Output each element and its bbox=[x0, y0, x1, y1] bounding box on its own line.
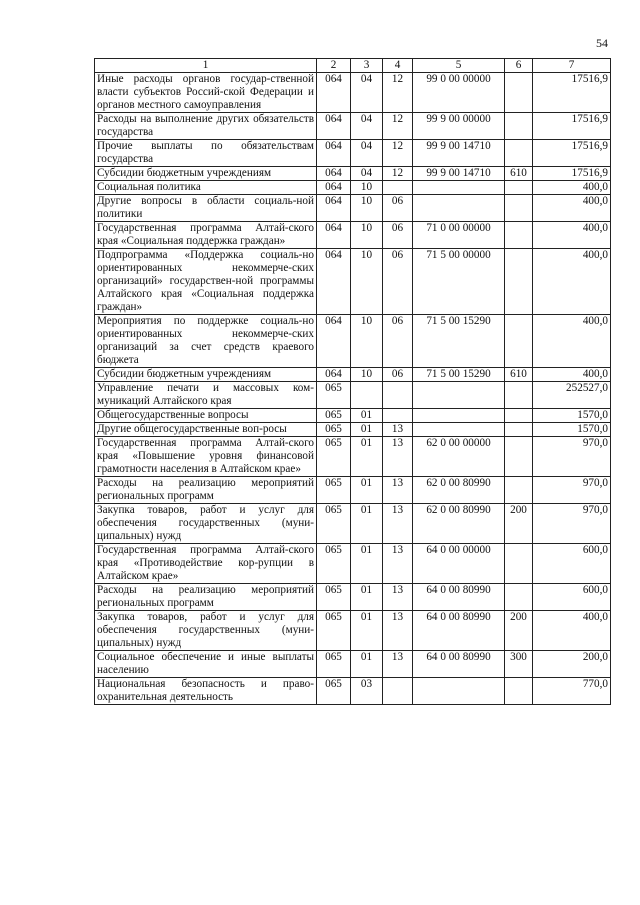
row-name-cell: Субсидии бюджетным учреждениям bbox=[95, 167, 317, 181]
row-target-article-cell: 62 0 00 00000 bbox=[413, 437, 505, 477]
row-target-article-cell: 64 0 00 80990 bbox=[413, 584, 505, 611]
row-section-cell: 10 bbox=[351, 181, 383, 195]
row-section-cell: 04 bbox=[351, 167, 383, 181]
row-expense-type-cell: 610 bbox=[505, 167, 533, 181]
row-amount-cell: 400,0 bbox=[533, 249, 611, 315]
row-subsection-cell bbox=[383, 409, 413, 423]
row-target-article-cell: 62 0 00 80990 bbox=[413, 477, 505, 504]
row-name-cell: Закупка товаров, работ и услуг для обеспечения государственных (муни-ципальных) нужд bbox=[95, 504, 317, 544]
row-amount-cell: 400,0 bbox=[533, 611, 611, 651]
row-target-article-cell: 64 0 00 80990 bbox=[413, 651, 505, 678]
row-expense-type-cell bbox=[505, 678, 533, 705]
table-row bbox=[95, 504, 611, 544]
row-target-article-cell: 99 9 00 14710 bbox=[413, 167, 505, 181]
row-subsection-cell: 13 bbox=[383, 477, 413, 504]
row-name-cell: Управление печати и массовых ком-муникаций Алтайского края bbox=[95, 382, 317, 409]
row-expense-type-cell bbox=[505, 477, 533, 504]
row-grbs-cell: 064 bbox=[317, 73, 351, 113]
table-row bbox=[95, 437, 611, 477]
row-section-cell: 01 bbox=[351, 584, 383, 611]
row-subsection-cell: 13 bbox=[383, 611, 413, 651]
row-target-article-cell: 64 0 00 80990 bbox=[413, 611, 505, 651]
row-target-article-cell: 71 5 00 15290 bbox=[413, 368, 505, 382]
row-grbs-cell: 065 bbox=[317, 504, 351, 544]
row-name-cell: Социальная политика bbox=[95, 181, 317, 195]
table-row bbox=[95, 73, 611, 113]
row-grbs-cell: 064 bbox=[317, 140, 351, 167]
row-amount-cell: 600,0 bbox=[533, 544, 611, 584]
row-amount-cell: 200,0 bbox=[533, 651, 611, 678]
row-section-cell: 01 bbox=[351, 504, 383, 544]
row-name-cell: Общегосударственные вопросы bbox=[95, 409, 317, 423]
row-subsection-cell: 12 bbox=[383, 73, 413, 113]
row-section-cell: 10 bbox=[351, 249, 383, 315]
row-grbs-cell: 065 bbox=[317, 409, 351, 423]
row-amount-cell: 600,0 bbox=[533, 584, 611, 611]
table-row bbox=[95, 181, 611, 195]
row-section-cell: 01 bbox=[351, 611, 383, 651]
row-grbs-cell: 065 bbox=[317, 584, 351, 611]
row-subsection-cell bbox=[383, 181, 413, 195]
row-subsection-cell: 06 bbox=[383, 222, 413, 249]
row-expense-type-cell bbox=[505, 113, 533, 140]
row-subsection-cell: 13 bbox=[383, 437, 413, 477]
row-grbs-cell: 065 bbox=[317, 544, 351, 584]
row-subsection-cell: 13 bbox=[383, 504, 413, 544]
row-amount-cell: 1570,0 bbox=[533, 409, 611, 423]
row-expense-type-cell bbox=[505, 544, 533, 584]
page-number: 54 bbox=[596, 36, 608, 50]
row-target-article-cell: 71 0 00 00000 bbox=[413, 222, 505, 249]
row-amount-cell: 252527,0 bbox=[533, 382, 611, 409]
row-expense-type-cell: 610 bbox=[505, 368, 533, 382]
table-row bbox=[95, 409, 611, 423]
row-subsection-cell: 13 bbox=[383, 423, 413, 437]
row-grbs-cell: 065 bbox=[317, 437, 351, 477]
row-target-article-cell: 99 9 00 14710 bbox=[413, 140, 505, 167]
row-amount-cell: 17516,9 bbox=[533, 73, 611, 113]
row-section-cell: 01 bbox=[351, 544, 383, 584]
row-target-article-cell: 71 5 00 15290 bbox=[413, 315, 505, 368]
row-amount-cell: 400,0 bbox=[533, 222, 611, 249]
row-amount-cell: 400,0 bbox=[533, 181, 611, 195]
row-name-cell: Субсидии бюджетным учреждениям bbox=[95, 368, 317, 382]
row-amount-cell: 1570,0 bbox=[533, 423, 611, 437]
row-name-cell: Расходы на выполнение других обязательств государства bbox=[95, 113, 317, 140]
table-row bbox=[95, 544, 611, 584]
table-row bbox=[95, 584, 611, 611]
row-expense-type-cell bbox=[505, 409, 533, 423]
row-section-cell: 04 bbox=[351, 113, 383, 140]
table-row bbox=[95, 368, 611, 382]
row-target-article-cell bbox=[413, 409, 505, 423]
row-subsection-cell: 13 bbox=[383, 584, 413, 611]
row-section-cell: 01 bbox=[351, 437, 383, 477]
row-section-cell: 03 bbox=[351, 678, 383, 705]
table-row bbox=[95, 611, 611, 651]
row-section-cell: 01 bbox=[351, 477, 383, 504]
table-row bbox=[95, 477, 611, 504]
row-name-cell: Государственная программа Алтай-ского края «Повышение уровня финансовой грамотности населения в Алтайском крае» bbox=[95, 437, 317, 477]
row-expense-type-cell bbox=[505, 195, 533, 222]
row-target-article-cell: 71 5 00 00000 bbox=[413, 249, 505, 315]
row-grbs-cell: 064 bbox=[317, 315, 351, 368]
row-subsection-cell bbox=[383, 678, 413, 705]
table-row bbox=[95, 167, 611, 181]
row-name-cell: Другие общегосударственные воп-росы bbox=[95, 423, 317, 437]
row-target-article-cell: 99 9 00 00000 bbox=[413, 113, 505, 140]
row-grbs-cell: 065 bbox=[317, 423, 351, 437]
row-subsection-cell: 06 bbox=[383, 249, 413, 315]
row-amount-cell: 17516,9 bbox=[533, 140, 611, 167]
row-name-cell: Государственная программа Алтай-ского края «Социальная поддержка граждан» bbox=[95, 222, 317, 249]
row-expense-type-cell bbox=[505, 437, 533, 477]
row-name-cell: Мероприятия по поддержке социаль-но ориентированных некоммерче-ских организаций за счет средств краевого бюджета bbox=[95, 315, 317, 368]
row-grbs-cell: 065 bbox=[317, 477, 351, 504]
row-grbs-cell: 064 bbox=[317, 222, 351, 249]
row-amount-cell: 970,0 bbox=[533, 437, 611, 477]
row-amount-cell: 970,0 bbox=[533, 477, 611, 504]
row-section-cell: 10 bbox=[351, 368, 383, 382]
row-section-cell: 04 bbox=[351, 140, 383, 167]
table-header-row bbox=[95, 59, 611, 73]
row-name-cell: Закупка товаров, работ и услуг для обеспечения государственных (муни-ципальных) нужд bbox=[95, 611, 317, 651]
row-grbs-cell: 064 bbox=[317, 167, 351, 181]
table-row bbox=[95, 222, 611, 249]
table-row bbox=[95, 423, 611, 437]
row-target-article-cell: 62 0 00 80990 bbox=[413, 504, 505, 544]
budget-table bbox=[94, 58, 611, 705]
row-subsection-cell: 06 bbox=[383, 315, 413, 368]
row-name-cell: Подпрограмма «Поддержка социаль-но ориентированных некоммерче-ских организаций» государствен-ной программы Алтайского края «Социальная поддержка граждан» bbox=[95, 249, 317, 315]
row-name-cell: Расходы на реализацию мероприятий региональных программ bbox=[95, 477, 317, 504]
row-expense-type-cell bbox=[505, 140, 533, 167]
row-section-cell: 04 bbox=[351, 73, 383, 113]
row-section-cell: 01 bbox=[351, 423, 383, 437]
row-amount-cell: 400,0 bbox=[533, 315, 611, 368]
row-expense-type-cell bbox=[505, 382, 533, 409]
row-target-article-cell: 64 0 00 00000 bbox=[413, 544, 505, 584]
row-amount-cell: 17516,9 bbox=[533, 167, 611, 181]
row-subsection-cell: 12 bbox=[383, 140, 413, 167]
row-name-cell: Национальная безопасность и право-охранительная деятельность bbox=[95, 678, 317, 705]
row-subsection-cell: 13 bbox=[383, 544, 413, 584]
row-grbs-cell: 064 bbox=[317, 113, 351, 140]
row-section-cell: 01 bbox=[351, 409, 383, 423]
row-section-cell: 10 bbox=[351, 222, 383, 249]
row-target-article-cell: 99 0 00 00000 bbox=[413, 73, 505, 113]
row-name-cell: Иные расходы органов государ-ственной власти субъектов Россий-ской Федерации и органов местного самоуправления bbox=[95, 73, 317, 113]
row-expense-type-cell bbox=[505, 584, 533, 611]
row-subsection-cell bbox=[383, 382, 413, 409]
row-grbs-cell: 064 bbox=[317, 249, 351, 315]
row-name-cell: Государственная программа Алтай-ского края «Противодействие кор-рупции в Алтайском крае» bbox=[95, 544, 317, 584]
table-row bbox=[95, 678, 611, 705]
column-header: 2 bbox=[317, 59, 351, 73]
column-header: 3 bbox=[351, 59, 383, 73]
row-subsection-cell: 12 bbox=[383, 167, 413, 181]
row-expense-type-cell bbox=[505, 222, 533, 249]
row-target-article-cell bbox=[413, 181, 505, 195]
row-amount-cell: 17516,9 bbox=[533, 113, 611, 140]
row-expense-type-cell bbox=[505, 73, 533, 113]
row-grbs-cell: 065 bbox=[317, 382, 351, 409]
table-row bbox=[95, 140, 611, 167]
row-name-cell: Социальное обеспечение и иные выплаты населению bbox=[95, 651, 317, 678]
row-grbs-cell: 065 bbox=[317, 678, 351, 705]
row-expense-type-cell: 300 bbox=[505, 651, 533, 678]
column-header: 4 bbox=[383, 59, 413, 73]
row-subsection-cell: 12 bbox=[383, 113, 413, 140]
table-row bbox=[95, 249, 611, 315]
row-target-article-cell bbox=[413, 423, 505, 437]
column-header: 7 bbox=[533, 59, 611, 73]
row-target-article-cell bbox=[413, 195, 505, 222]
row-target-article-cell bbox=[413, 678, 505, 705]
row-grbs-cell: 064 bbox=[317, 181, 351, 195]
row-section-cell: 01 bbox=[351, 651, 383, 678]
row-expense-type-cell bbox=[505, 315, 533, 368]
row-amount-cell: 400,0 bbox=[533, 195, 611, 222]
table-row bbox=[95, 382, 611, 409]
row-name-cell: Расходы на реализацию мероприятий региональных программ bbox=[95, 584, 317, 611]
row-grbs-cell: 064 bbox=[317, 368, 351, 382]
row-name-cell: Другие вопросы в области социаль-ной политики bbox=[95, 195, 317, 222]
row-amount-cell: 970,0 bbox=[533, 504, 611, 544]
row-expense-type-cell: 200 bbox=[505, 611, 533, 651]
row-expense-type-cell bbox=[505, 249, 533, 315]
row-section-cell: 10 bbox=[351, 315, 383, 368]
table-row bbox=[95, 113, 611, 140]
row-expense-type-cell bbox=[505, 423, 533, 437]
table-row bbox=[95, 315, 611, 368]
column-header: 6 bbox=[505, 59, 533, 73]
row-section-cell bbox=[351, 382, 383, 409]
row-expense-type-cell: 200 bbox=[505, 504, 533, 544]
row-subsection-cell: 06 bbox=[383, 368, 413, 382]
row-amount-cell: 770,0 bbox=[533, 678, 611, 705]
column-header: 5 bbox=[413, 59, 505, 73]
row-grbs-cell: 065 bbox=[317, 611, 351, 651]
row-expense-type-cell bbox=[505, 181, 533, 195]
row-grbs-cell: 064 bbox=[317, 195, 351, 222]
row-target-article-cell bbox=[413, 382, 505, 409]
row-subsection-cell: 13 bbox=[383, 651, 413, 678]
column-header: 1 bbox=[95, 59, 317, 73]
row-amount-cell: 400,0 bbox=[533, 368, 611, 382]
table-row bbox=[95, 195, 611, 222]
row-name-cell: Прочие выплаты по обязательствам государства bbox=[95, 140, 317, 167]
row-grbs-cell: 065 bbox=[317, 651, 351, 678]
table-row bbox=[95, 651, 611, 678]
row-section-cell: 10 bbox=[351, 195, 383, 222]
row-subsection-cell: 06 bbox=[383, 195, 413, 222]
